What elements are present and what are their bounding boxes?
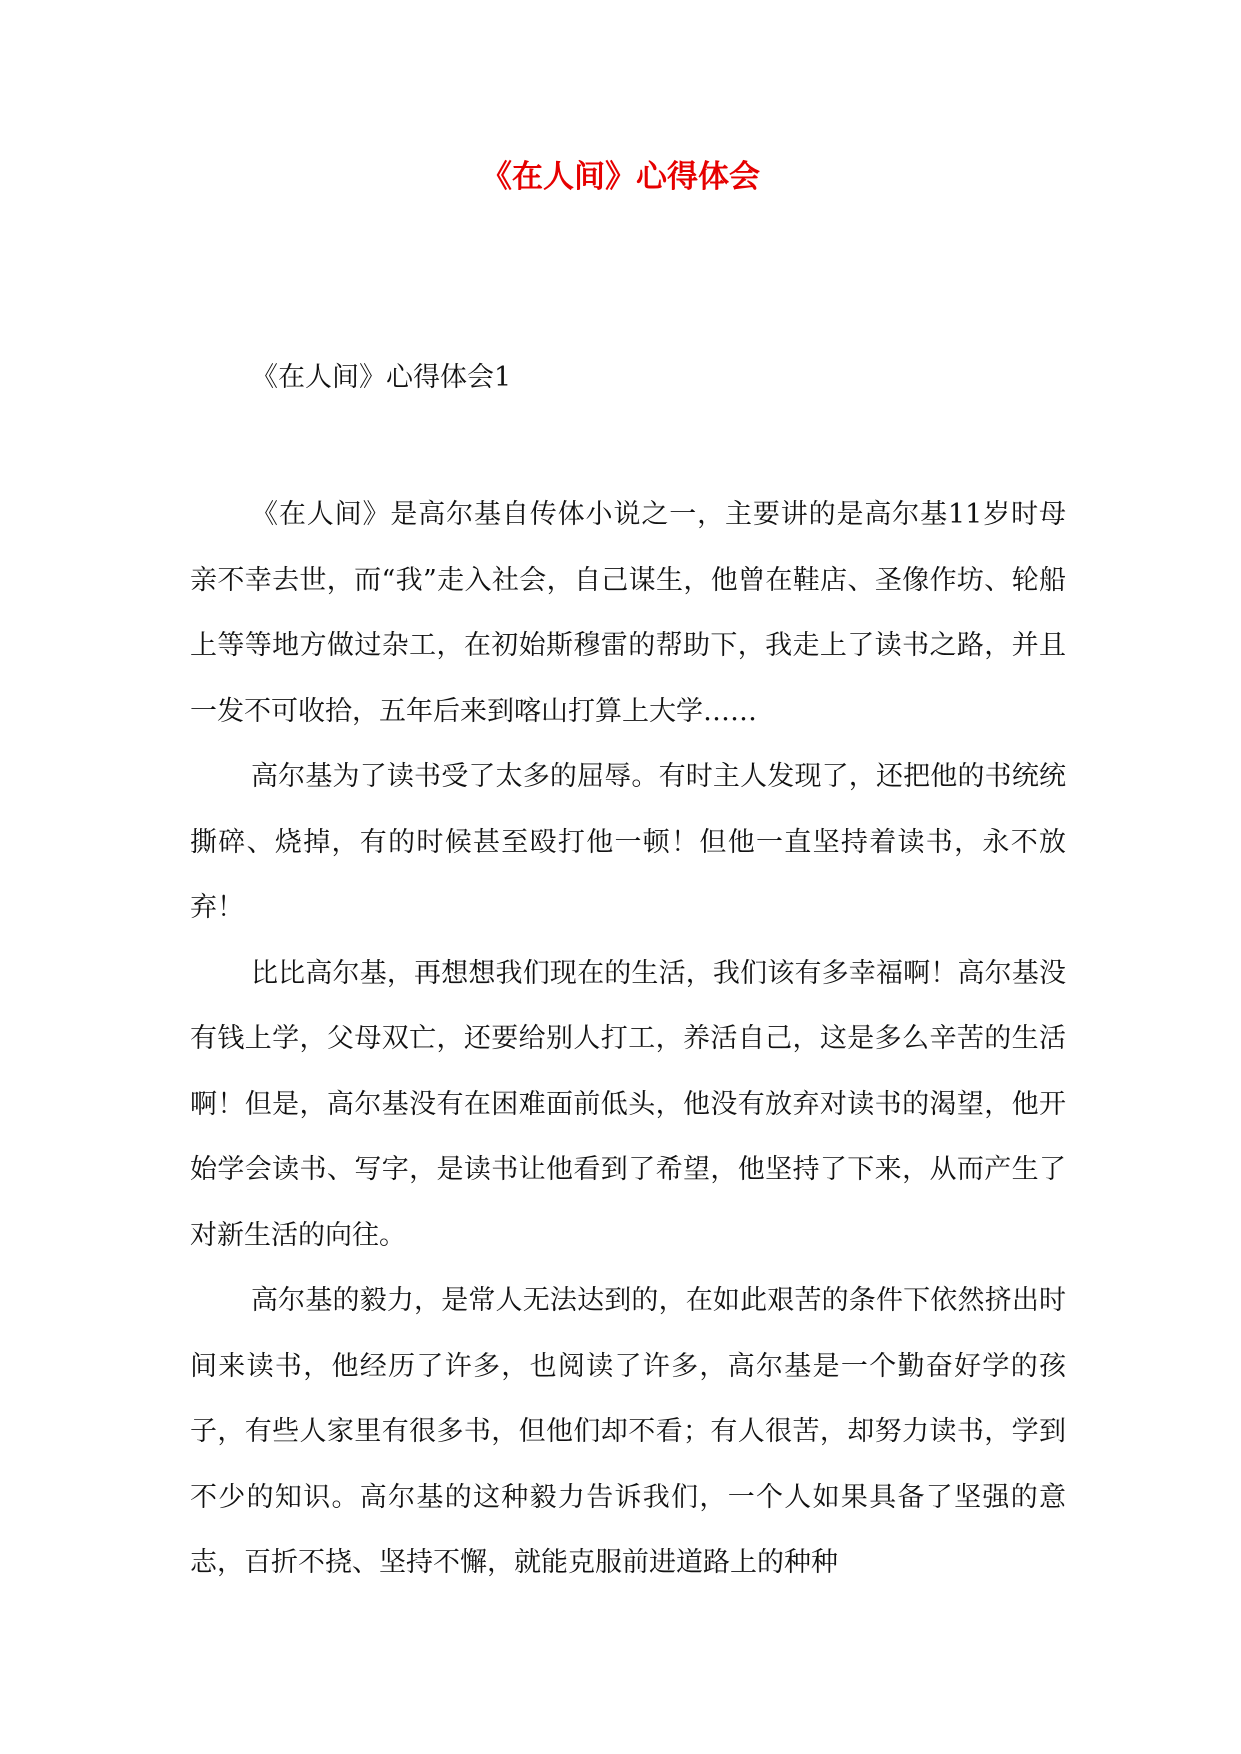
paragraph: 高尔基为了读书受了太多的屈辱。有时主人发现了，还把他的书统统撕碎、烧掉，有的时候甚至殴打他一顿！但他一直坚持着读书，永不放弃！	[190, 761, 1066, 923]
document-title: 《在人间》心得体会	[481, 159, 760, 195]
paragraph: 高尔基的毅力，是常人无法达到的，在如此艰苦的条件下依然挤出时间来读书，他经历了许多，也阅读了许多，高尔基是一个勤奋好学的孩子，有些人家里有很多书，但他们却不看；有人很苦，却努力读书，学到不少的知识。高尔基的这种毅力告诉我们，一个人如果具备了坚强的意志，百折不挠、坚持不懈，就能克服前进道路上的种种	[190, 1285, 1066, 1578]
paragraph: 比比高尔基，再想想我们现在的生活，我们该有多幸福啊！高尔基没有钱上学，父母双亡，还要给别人打工，养活自己，这是多么辛苦的生活啊！但是，高尔基没有在困难面前低头，他没有放弃对读书的渴望，他开始学会读书、写字，是读书让他看到了希望，他坚持了下来，从而产生了对新生活的向往。	[190, 957, 1066, 1251]
paragraph: 《在人间》是高尔基自传体小说之一，主要讲的是高尔基11岁时母亲不幸去世，而“我”走入社会，自己谋生，他曾在鞋店、圣像作坊、轮船上等等地方做过杂工，在初始斯穆雷的帮助下，我走上了读书之路，并且一发不可收拾，五年后来到喀山打算上大学……	[190, 499, 1066, 727]
document-body	[190, 482, 1066, 1596]
section-heading: 《在人间》心得体会1	[251, 362, 512, 393]
